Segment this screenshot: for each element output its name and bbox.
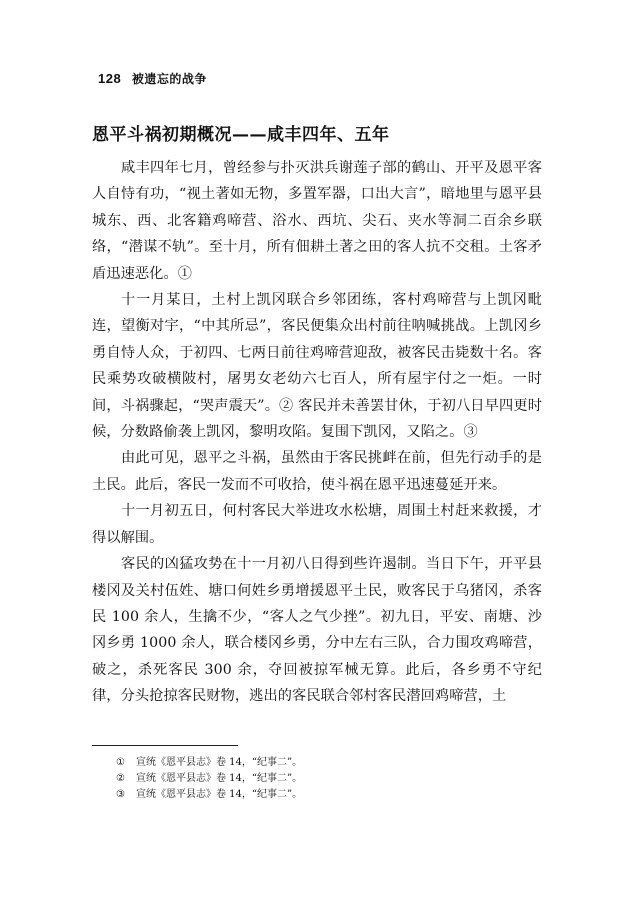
running-header [98,70,207,87]
paragraph: 十一月初五日，何村客民大举进攻水松塘，周围土村赶来救援，才得以解围。 [92,503,542,546]
body-text [92,155,542,710]
footnote-text: 宣统《恩平县志》卷 14，“纪事二”。 [136,773,303,784]
footnote-text: 宣统《恩平县志》卷 14，“纪事二”。 [136,757,303,768]
footnote-mark: ② [116,773,125,784]
paragraph: 由此可见，恩平之斗祸，虽然由于客民挑衅在前，但先行动手的是土民。此后，客民一发而不可收拾，使斗祸在恩平迅速蔓延开来。 [92,450,542,493]
footnote-mark: ③ [116,789,125,800]
paragraph: 客民的凶猛攻势在十一月初八日得到些许遏制。当日下午，开平县楼冈及关村伍姓、塘口何姓乡勇增援恩平土民，败客民于乌猪冈，杀客民 100 余人，生擒不少，“客人之气少挫”。初九日，平安、南塘、沙冈乡勇 1000 余人，联合楼冈乡勇，分中左右三队，合力围攻鸡啼营，破之，杀死客民 300 余，夺回被掠军械无算。此后，各乡勇不守纪律，分头抢掠客民财物，逃出的客民联合邻村客民潜回鸡啼营，土 [92,556,542,705]
footnote [116,787,302,803]
footnote [116,771,302,787]
page-number: 128 [98,71,122,86]
footnote-divider [92,745,238,746]
section-title: 恩平斗祸初期概况——咸丰四年、五年 [92,125,390,145]
footnote [116,755,302,771]
paragraph: 十一月某日，土村上凯冈联合乡邻团练，客村鸡啼营与上凯冈毗连，望衡对宇，“中其所忌”，客民便集众出村前往呐喊挑战。上凯冈乡勇自恃人众，于初四、七两日前往鸡啼营迎敌，被客民击毙数十名。客民乘势攻破横陂村，屠男女老幼六七百人，所有屋宇付之一炬。一时间，斗祸骤起，“哭声震天”。② 客民并未善罢甘休，于初八日早四更时候，分数路偷袭上凯冈，黎明攻陷。复围下凯冈，又陷之。③ [92,292,542,441]
footnotes [116,755,302,803]
footnote-text: 宣统《恩平县志》卷 14，“纪事二”。 [136,789,303,800]
paragraph: 咸丰四年七月，曾经参与扑灭洪兵谢莲子部的鹤山、开平及恩平客人自恃有功，“视土著如无物，多置军器，口出大言”，暗地里与恩平县城东、西、北客籍鸡啼营、浴水、西坑、尖石、夹水等洞二百余乡联络，“潜谋不轨”。至十月，所有佃耕土著之田的客人抗不交租。土客矛盾迅速恶化。① [92,160,542,282]
book-title: 被遗忘的战争 [131,72,207,86]
footnote-mark: ① [116,757,125,768]
